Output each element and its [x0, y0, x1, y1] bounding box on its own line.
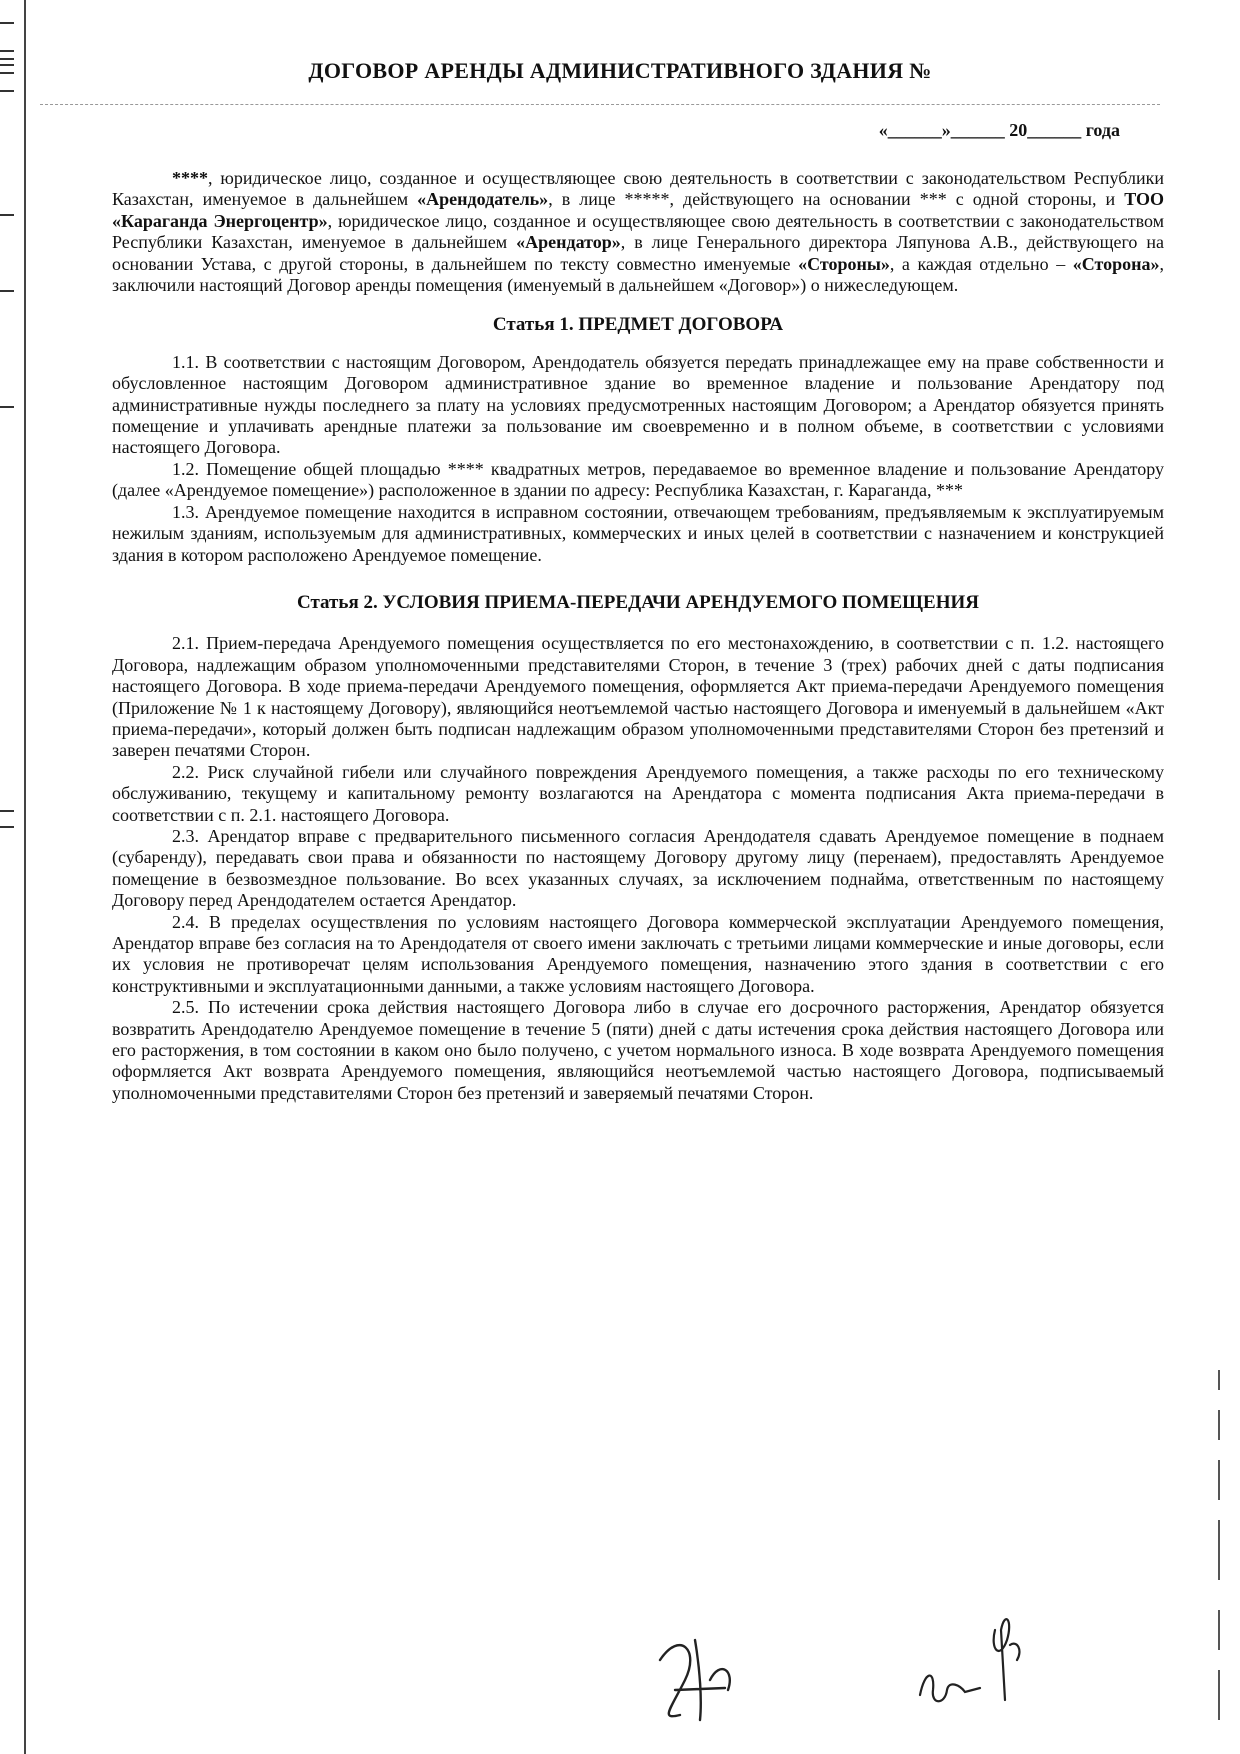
preamble-bold-term: ****	[172, 168, 208, 188]
clause-1-3: 1.3. Арендуемое помещение находится в исправном состоянии, отвечающем требованиям, предъявляемым к эксплуатируемым нежилым зданиям, используемым для административных, коммерческих и иных целей в соответствии с назначением и конструкцией здания в котором расположено Арендуемое помещение.	[112, 501, 1164, 565]
clause-2-2: 2.2. Риск случайной гибели или случайного повреждения Арендуемого помещения, а также расходы по его техническому обслуживанию, текущему и капитальному ремонту возлагаются на Арендатора с момента подписания Акта приема-передачи в соответствии с п. 2.1. настоящего Договора.	[112, 761, 1164, 825]
preamble-bold-term: «Сторона»	[1072, 253, 1160, 274]
preamble-bold-term: «Арендатор»	[516, 232, 621, 253]
signature-left	[640, 1620, 750, 1730]
article-1-heading: Статья 1. ПРЕДМЕТ ДОГОВОРА	[492, 314, 784, 336]
clause-2-3: 2.3. Арендатор вправе с предварительного письменного согласия Арендодателя сдавать Арендуемое помещение в поднаем (субаренду), передавать свои права и обязанности по настоящему Договору другому лицу (перенаем), предоставлять Арендуемое помещение в безвозмездное пользование. Во всех указанных случаях, за исключением поднайма, ответственным по настоящему Договору перед Арендодателем остается Арендатор.	[112, 825, 1164, 911]
preamble-text: , в лице Генерального директора Ляпунова А.В., действующего на основании Устава, с другой стороны, в дальнейшем по тексту совместно именуемые	[112, 232, 1165, 274]
clause-1-2: 1.2. Помещение общей площадью **** квадратных метров, передаваемое во временное владение и пользование Арендатору (далее «Арендуемое помещение») расположенное в здании по адресу: Республика Казахстан, г. Караганда, ***	[112, 458, 1164, 501]
preamble-text: , юридическое лицо, созданное и осуществляющее свою деятельность в соответствии с законодательством Республики Казахстан, именуемое в дальнейшем	[112, 210, 1164, 253]
preamble-bold-term: ТОО «Караганда Энергоцентр»	[112, 189, 1164, 231]
preamble-text: , юридическое лицо, созданное и осуществляющее свою деятельность в соответствии с законодательством Республики Казахстан, именуемое в дальнейшем	[112, 168, 1164, 210]
date-line: «______»______ 20______ года	[878, 120, 1120, 140]
preamble-bold-term: «Стороны»	[798, 253, 890, 274]
preamble-text: , в лице *****, действующего на основании *** с одной стороны, и	[548, 189, 1125, 210]
header-divider	[40, 104, 1160, 105]
preamble-text: , заключили настоящий Договор аренды помещения (именуемый в дальнейшем «Договор») о нижеследующем.	[112, 253, 1164, 296]
document-title: ДОГОВОР АРЕНДЫ АДМИНИСТРАТИВНОГО ЗДАНИЯ №	[308, 58, 932, 83]
preamble-bold-term: «Арендодатель»	[417, 189, 549, 210]
preamble-text: , а каждая отдельно –	[889, 253, 1073, 274]
scan-right-margin	[1180, 1350, 1240, 1754]
document-body	[112, 168, 1164, 1104]
clause-1-1: 1.1. В соответствии с настоящим Договором, Арендодатель обязуется передать принадлежащее ему на праве собственности и обусловленное настоящим Договором административное здание во временное владение и пользование Арендатору под административные нужды последнего за плату на условиях предусмотренных настоящим Договором; а Арендатор обязуется принять помещение и уплачивать арендные платежи за пользование им своевременно и в полном объеме, в соответствии с условиями настоящего Договора.	[112, 351, 1164, 458]
clause-2-4: 2.4. В пределах осуществления по условиям настоящего Договора коммерческой эксплуатации Арендуемого помещения, Арендатор вправе без согласия на то Арендодателя от своего имени заключать с третьими лицами коммерческие и иные договоры, если их условия не противоречат целям использования Арендуемого помещения, назначению этого здания в соответствии с его конструктивными и эксплуатационными данными, а также условиям настоящего Договора.	[112, 911, 1164, 996]
article-2-heading: Статья 2. УСЛОВИЯ ПРИЕМА-ПЕРЕДАЧИ АРЕНДУЕМОГО ПОМЕЩЕНИЯ	[297, 591, 979, 613]
signature-right	[905, 1600, 1035, 1720]
preamble-paragraph	[112, 168, 1164, 296]
clause-2-5: 2.5. По истечении срока действия настоящего Договора либо в случае его досрочного расторжения, Арендатор обязуется возвратить Арендодателю Арендуемое помещение в течение 5 (пяти) дней с даты истечения срока действия настоящего Договора или его расторжения, в том состоянии в каком оно было получено, с учетом нормального износа. В ходе возврата Арендуемого помещения оформляется Акт возврата Арендуемого помещения, являющийся неотъемлемой частью настоящего Договора, подписываемый уполномоченными представителями Сторон без претензий и заверяемый печатями Сторон.	[112, 997, 1164, 1103]
clause-2-1: 2.1. Прием-передача Арендуемого помещения осуществляется по его местонахождению, в соответствии с п. 1.2. настоящего Договора, надлежащим образом уполномоченными представителями Сторон, в течение 3 (трех) рабочих дней с даты подписания настоящего Договора. В ходе приема-передачи Арендуемого помещения, оформляется Акт приема-передачи Арендуемого помещения (Приложение № 1 к настоящему Договору), являющийся неотъемлемой частью настоящего Договора и именуемый в дальнейшем «Акт приема-передачи», который должен быть подписан надлежащим образом уполномоченными представителями Сторон без претензий и заверен печатями Сторон.	[112, 633, 1164, 761]
scan-left-margin	[0, 0, 26, 1754]
